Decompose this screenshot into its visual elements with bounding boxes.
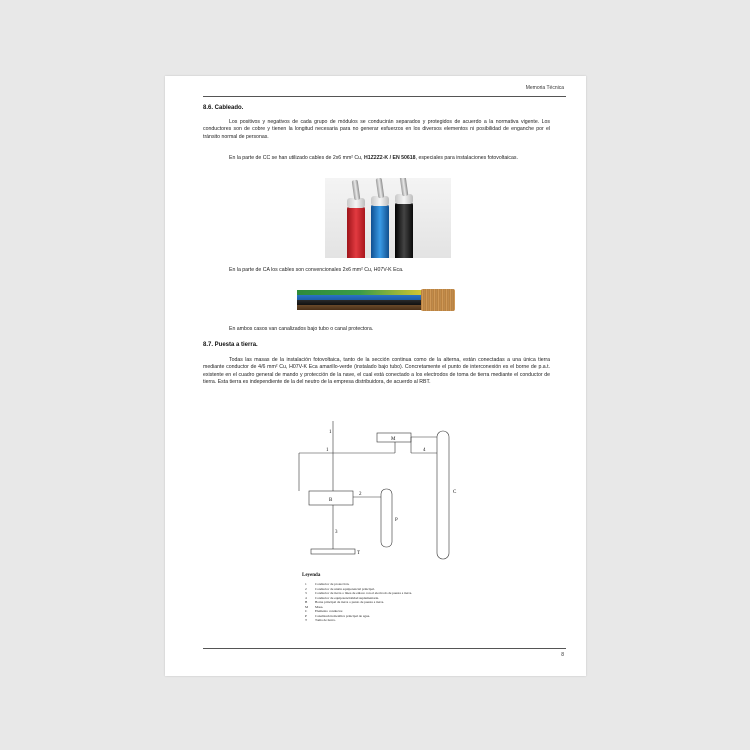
label-3: 3 (335, 530, 338, 535)
label-c: C (453, 490, 457, 495)
section-heading-puesta-tierra: 8.7. Puesta a tierra. (203, 342, 258, 348)
element-p-pipe (381, 489, 392, 547)
paragraph-cableado-1: Los positivos y negativos de cada grupo de módulos se conducirán separados y protegidos de acuerdo a la normativa vigente. Los conductores son de cobre y tienen la longitud necesaria para no generar esfuerzos en los diversos elementos ni posibilidad de enganche por el tránsito normal de personas. (203, 119, 550, 140)
legend-text: Borne principal de tierra o punto de puesta a tierra. (315, 600, 385, 604)
label-p: P (395, 518, 398, 523)
legend-text: Elemento conductor. (315, 609, 344, 613)
paragraph-puesta-tierra: Todas las masas de la instalación fotovoltaica, tanto de la sección continua como de la alterna, están conectadas a una única tierra mediante conductor de 4/6 mm² Cu, H07V-K Eca amarillo-verde (instalado bajo tubo). Concretamente el punto de interconexión es el borne de p.a.t. existente en el cuadro general de mando y protección de la nave, el cual está conectado a los electrodos de toma de tierra mediante el conductor de tierra. Esta tierra es independiente de la del neutro de la empresa distribuidora, de acuerdo al RBT. (203, 357, 550, 386)
label-2: 2 (359, 492, 362, 497)
ac-cable-photo (297, 289, 457, 311)
label-t: T (357, 551, 361, 556)
footer-divider (203, 648, 566, 649)
legend-text: Toma de tierra. (315, 618, 336, 622)
caption-ca-cables: En la parte de CA los cables son convencionales 2x6 mm² Cu, H07V-K Eca. (229, 267, 404, 273)
paragraph-cableado-2: En la parte de CC se han utilizado cables de 2x6 mm² Cu, H1Z2Z2-K / EN 50618, especiales para instalaciones fotovoltaicas. (229, 155, 518, 161)
legend-text: Masa. (315, 604, 324, 609)
header-divider (203, 96, 566, 97)
red-cable (347, 206, 365, 258)
legend-title: Leyenda (302, 573, 321, 578)
earthing-diagram (285, 421, 485, 571)
cable-brown (297, 305, 423, 310)
label-b: B (329, 498, 333, 503)
dc-cables-photo (325, 178, 451, 258)
label-1b: 1 (326, 448, 329, 453)
legend-item (305, 618, 412, 623)
label-1a: 1 (329, 430, 332, 435)
element-c-pipe (437, 431, 449, 559)
legend-key: B (305, 600, 308, 604)
label-m: M (391, 437, 396, 442)
legend-key: 4 (305, 595, 307, 600)
header-title: Memoria Técnica (525, 85, 564, 91)
legend-key: 3 (305, 591, 307, 595)
blue-cable (371, 204, 389, 258)
legend-key: 1 (305, 582, 307, 586)
black-cable (395, 202, 413, 258)
legend-text: Conductor de protección. (315, 582, 350, 586)
legend-key: C (305, 609, 308, 613)
legend-list (305, 582, 412, 623)
section-heading-cableado: 8.6. Cableado. (203, 105, 244, 111)
legend-key: P (305, 613, 307, 618)
caption-both-cases: En ambos casos van canalizados bajo tubo o canal protectora. (229, 326, 374, 332)
legend-text: Conductor de tierra o línea de enlace con el electrodo de puesta a tierra. (315, 591, 413, 595)
legend-text: Conductor de equipotencialidad suplementaria. (315, 595, 380, 600)
legend-text: Conductor de unión equipotencial principal. (315, 586, 375, 591)
toma-tierra-t (311, 549, 355, 554)
legend-text: Canalización metálica principal de agua. (315, 613, 371, 618)
legend-key: M (305, 604, 309, 609)
document-page (165, 76, 586, 676)
label-4: 4 (423, 448, 426, 453)
page-number: 8 (561, 652, 564, 658)
legend-key: T (305, 618, 308, 622)
legend-key: 2 (305, 586, 307, 591)
copper-strands (421, 289, 455, 311)
